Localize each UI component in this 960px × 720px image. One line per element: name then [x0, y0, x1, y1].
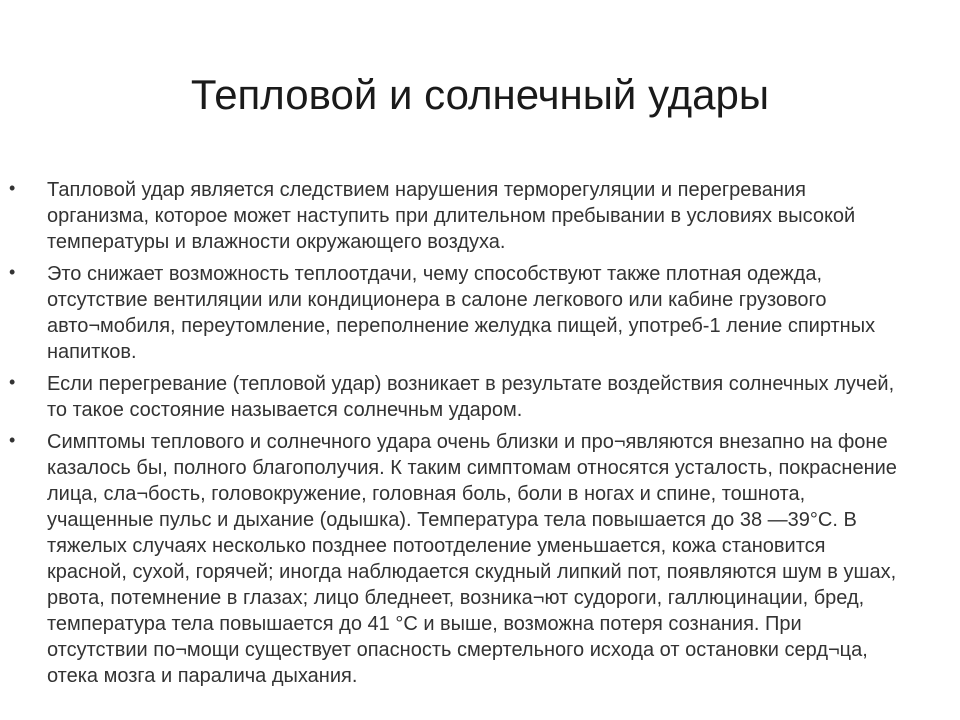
bullet-item: [0, 261, 960, 365]
bullet-text: Если перегревание (тепловой удар) возникает в результате воздействия солнечных лучей, то такое состояние называется солнечньм ударом.: [47, 373, 895, 421]
bullet-item: [0, 177, 960, 255]
bullet-text: Это снижает возможность теплоотдачи, чему способствуют также плотная одежда, отсутствие вентиляции или кондиционера в салоне легкового или кабине грузового авто¬мобиля, переутомление, переполнение желудка пищей, употреб-1 ление спиртных напитков.: [47, 263, 876, 363]
bullet-marker: •: [9, 262, 16, 282]
bullet-item: [0, 429, 960, 689]
bullet-marker: •: [9, 430, 16, 450]
bullet-marker: •: [9, 372, 16, 392]
slide-title: Тепловой и солнечный удары: [190, 71, 770, 118]
bullet-text: Тапловой удар является следствием нарушения терморегуляции и перегревания организма, которое может наступить при длительном пребывании в условиях высокой температуры и влажности окружающего воздуха.: [47, 179, 856, 253]
bullet-item: [0, 371, 960, 423]
bullet-marker: •: [9, 178, 16, 198]
bullet-text: Симптомы теплового и солнечного удара очень близки и про¬являются внезапно на фоне казалось бы, полного благополучия. К таким симптомам относятся усталость, покраснение лица, сла¬бость, головокружение, головная боль, боли в ногах и спине, тошнота, учащенные пульс и дыхание (одышка). Температура тела повышается до 38 —39°С. В тяжелых случаях несколько позднее потоотделение уменьшается, кожа становится красной, сухой, горячей; иногда наблюдается скудный липкий пот, появляются шум в ушах, рвота, потемнение в глазах; лицо бледнеет, возника¬ют судороги, галлюцинации, бред, температура тела повышается до 41 °С и выше, возможна потеря сознания. При отсутствии по¬мощи существует опасность смертельного исхода от остановки серд¬ца, отека мозга и паралича дыхания.: [47, 431, 897, 687]
bullet-list: [0, 177, 960, 695]
